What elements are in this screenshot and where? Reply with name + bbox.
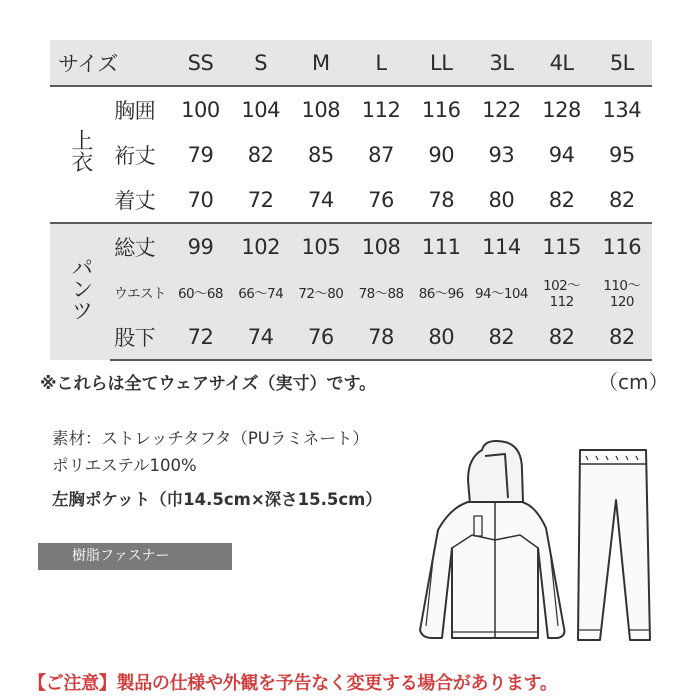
- table-cell: 115: [532, 223, 592, 269]
- garment-illustration: [410, 440, 660, 655]
- table-cell: 60〜68: [170, 269, 230, 314]
- table-cell: 104: [231, 86, 291, 132]
- table-cell: 108: [291, 86, 351, 132]
- table-cell: 82: [532, 314, 592, 360]
- size-4l: 4L: [532, 40, 592, 86]
- table-row: [50, 223, 652, 269]
- table-cell: 99: [170, 223, 230, 269]
- table-cell: 108: [351, 223, 411, 269]
- table-cell: 122: [471, 86, 531, 132]
- table-cell: 102〜112: [532, 269, 592, 314]
- table-cell: 78: [411, 177, 471, 223]
- table-cell: 114: [471, 223, 531, 269]
- composition-text: ポリエステル100%: [52, 456, 197, 475]
- table-cell: 110〜120: [592, 269, 652, 314]
- table-cell: 80: [471, 177, 531, 223]
- unit-label: （cm）: [598, 370, 669, 394]
- table-cell: 66〜74: [231, 269, 291, 314]
- table-cell: 105: [291, 223, 351, 269]
- row-label: 裄丈: [110, 132, 170, 177]
- table-cell: 76: [291, 314, 351, 360]
- table-cell: 94: [532, 132, 592, 177]
- table-cell: 111: [411, 223, 471, 269]
- zipper-tag: 樹脂ファスナー: [38, 543, 232, 570]
- table-cell: 134: [592, 86, 652, 132]
- table-cell: 94〜104: [471, 269, 531, 314]
- table-cell: 85: [291, 132, 351, 177]
- size-ll: LL: [411, 40, 471, 86]
- row-label: 股下: [110, 314, 170, 360]
- table-cell: 80: [411, 314, 471, 360]
- size-header-label: サイズ: [50, 40, 170, 86]
- group-label-jacket: 上衣: [50, 86, 110, 223]
- jacket-icon: [420, 441, 564, 638]
- table-cell: 116: [592, 223, 652, 269]
- table-cell: 78〜88: [351, 269, 411, 314]
- table-cell: 79: [170, 132, 230, 177]
- table-cell: 74: [291, 177, 351, 223]
- table-cell: 93: [471, 132, 531, 177]
- material-text: 素材：ストレッチタフタ（PUラミネート）: [52, 429, 369, 448]
- table-cell: 128: [532, 86, 592, 132]
- table-cell: 72: [170, 314, 230, 360]
- table-cell: 100: [170, 86, 230, 132]
- size-s: S: [231, 40, 291, 86]
- pants-icon: [578, 450, 650, 640]
- table-cell: 76: [351, 177, 411, 223]
- table-cell: 82: [471, 314, 531, 360]
- table-cell: 95: [592, 132, 652, 177]
- size-ss: SS: [170, 40, 230, 86]
- size-l: L: [351, 40, 411, 86]
- table-cell: 74: [231, 314, 291, 360]
- table-cell: 90: [411, 132, 471, 177]
- size-3l: 3L: [471, 40, 531, 86]
- table-cell: 70: [170, 177, 230, 223]
- table-row: [50, 177, 652, 223]
- table-cell: 116: [411, 86, 471, 132]
- table-cell: 82: [592, 177, 652, 223]
- table-cell: 82: [592, 314, 652, 360]
- caution-text: 【ご注意】製品の仕様や外観を予告なく変更する場合があります。: [28, 673, 558, 694]
- size-5l: 5L: [592, 40, 652, 86]
- row-label: 着丈: [110, 177, 170, 223]
- table-cell: 78: [351, 314, 411, 360]
- row-label: ウエスト: [110, 269, 170, 314]
- table-row: [50, 132, 652, 177]
- table-row: [50, 86, 652, 132]
- table-cell: 87: [351, 132, 411, 177]
- table-cell: 72: [231, 177, 291, 223]
- row-label: 総丈: [110, 223, 170, 269]
- size-header-row: [50, 40, 652, 86]
- table-cell: 86〜96: [411, 269, 471, 314]
- table-row: [50, 269, 652, 314]
- group-label-pants: パンツ: [50, 223, 110, 360]
- table-row: [50, 314, 652, 360]
- row-label: 胸囲: [110, 86, 170, 132]
- table-cell: 112: [351, 86, 411, 132]
- pocket-text: 左胸ポケット（巾14.5cm×深さ15.5cm）: [52, 490, 382, 509]
- table-cell: 82: [532, 177, 592, 223]
- size-table: [50, 40, 652, 361]
- size-note: ※これらは全てウェアサイズ（実寸）です。: [40, 374, 377, 394]
- table-cell: 72〜80: [291, 269, 351, 314]
- table-cell: 82: [231, 132, 291, 177]
- size-m: M: [291, 40, 351, 86]
- table-cell: 102: [231, 223, 291, 269]
